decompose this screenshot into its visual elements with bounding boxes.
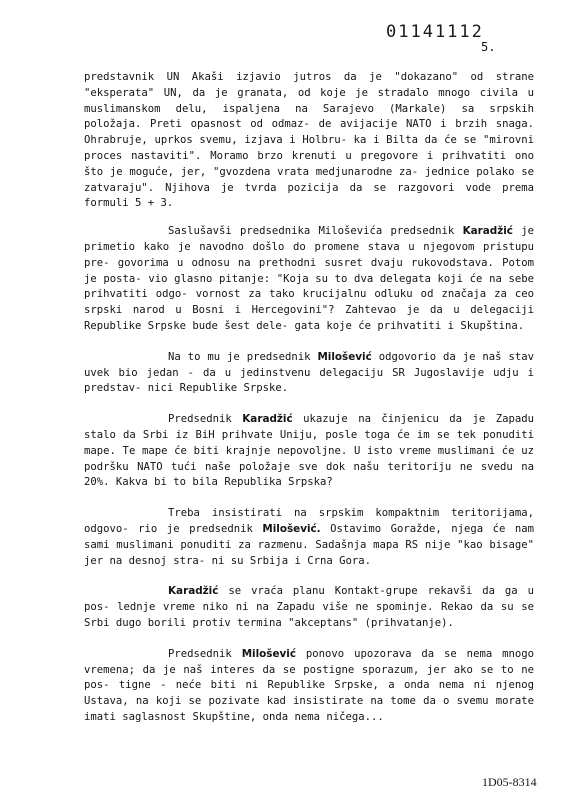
highlighted-name: Karadžić <box>168 585 219 598</box>
text-line <box>148 382 288 394</box>
text-segment: borili protiv termina "akceptans" (prihvatanje). <box>147 616 454 629</box>
text-segment: vio glasno pitanje: "Koja su to dva delegata koji će na sebe prihvatiti odgo- <box>84 272 534 301</box>
paragraph <box>84 70 534 212</box>
text-line <box>168 225 534 237</box>
text-segment: lednje vreme niko ni na Zapadu više ne spominje. Rekao da su se Srbi dugo <box>84 601 534 629</box>
text-segment: da Srbi iz BiH prihvate Uniju, posle toga će im se tek ponuditi mape. Te <box>84 428 534 457</box>
text-segment: UN, da je granata, od koje je stradalo mnogo civila u muslimanskom delu, <box>84 86 534 115</box>
text-line <box>192 711 383 723</box>
text-segment: vremena; da je naš interes da se postigne sporazum, jer ako se to ne pos- <box>84 663 534 692</box>
highlighted-name: Milošević <box>317 350 372 363</box>
text-segment: Republika Srpska? <box>224 476 333 489</box>
text-segment: ispaljena na Sarajevo (Markale) sa srpskih položaja. Preti opasnost od odmaz- <box>84 102 534 131</box>
text-segment: Na to mu je predsednik <box>168 350 318 363</box>
text-segment: odgovorio da je naš stav <box>371 350 534 363</box>
text-segment: Predsednik <box>168 413 243 426</box>
page-number: 5. <box>481 40 496 54</box>
text-line <box>148 617 454 629</box>
text-segment: Saslušavši predsednika Miloševića predsednik <box>168 225 463 238</box>
text-segment: ni su Srbija i Crna Gora. <box>211 554 372 567</box>
text-line <box>295 320 525 332</box>
text-segment: rio je predsednik <box>138 522 263 535</box>
highlighted-name: Karadžić <box>242 413 293 426</box>
text-segment: primetio kako je navodno došlo do promene stava u njegovom pristupu pre- <box>84 240 534 269</box>
highlighted-name: Milošević <box>241 647 297 660</box>
paragraph <box>84 647 534 726</box>
text-segment: prema formuli 5 + 3. <box>84 181 534 210</box>
text-segment: Treba insistirati na srpskim kompaktnim teritorijama, odgovo- <box>84 507 534 535</box>
text-segment: ponuditi za razmenu. Sadašnja mapa RS nije "kao bisage" jer na desnoj stra- <box>84 538 534 567</box>
text-segment: Skupštine, onda nema ničega... <box>192 710 384 723</box>
paragraph <box>84 412 534 491</box>
text-segment: se vraća planu Kontakt-grupe rekavši da ga u pos- <box>84 585 534 614</box>
text-segment: predstavnik UN Akaši izjavio jutros da je "dokazano" od strane "eksperata" <box>84 71 534 99</box>
highlighted-name: Milošević. <box>262 522 321 535</box>
text-line <box>212 555 371 567</box>
paragraph <box>84 224 534 335</box>
text-segment: de avijacije NATO i brzih snaga. Ohrabruje, uprkos svemu, izjava i Holbru- <box>84 118 534 147</box>
text-segment: koji se pozivate kad insistirate na tome da o svemu morate imati saglasnost <box>84 695 534 723</box>
text-segment: nici Republike Srpske. <box>147 382 289 395</box>
paragraph <box>84 506 534 569</box>
text-segment: gata koje će prihvatiti i Skupština. <box>294 319 525 332</box>
text-segment: govorima u odnosu na prethodni susret dvaju rukovodstava. Potom je posta- <box>84 256 534 285</box>
document-body <box>84 70 534 741</box>
text-line <box>168 351 534 363</box>
text-segment: tući naše položaje sve dok našu teritoriju ne svedu na 20%. Kakva bi to bila <box>84 460 534 489</box>
text-segment: mape će biti krajnje nepovoljne. U isto vreme muslimani će uz podršku NATO <box>84 444 534 473</box>
text-segment: tigne - neće biti ni Republike Srpske, a onda nema ni njenog Ustava, na <box>84 679 534 708</box>
text-segment: jednice polako se zatvaraju". Njihova je tvrda pozicija da se razgovori vode <box>84 165 534 194</box>
text-segment: ka i Bilta da će se "mirovni proces nastaviti". Moramo brzo krenuti u pregovore i prihvatiti ono što je moguće, jer, "gvozdena vrata medjunarodne za- <box>84 134 534 178</box>
paragraph <box>84 350 534 397</box>
text-line <box>168 648 534 660</box>
text-segment: ponovo upozorava da se nema mnogo <box>296 647 534 660</box>
highlighted-name: Karadžić <box>462 225 513 238</box>
text-segment: je <box>512 225 534 238</box>
text-line <box>224 476 332 488</box>
text-segment: vornost za tako krucijalnu odluku od značaja za ceo srpski narod u Bosni i <box>84 288 534 317</box>
text-segment: Predsednik <box>168 647 242 660</box>
text-segment: Ostavimo Goražde, njega će nam sami muslimani <box>84 522 534 551</box>
document-number: 01141112 <box>386 22 484 42</box>
text-segment: uvek bio jedan - da u jedinstvenu delegaciju SR Jugoslavije udju i predstav- <box>84 366 534 395</box>
text-segment: Hercegovini"? Zahtevao je da u delegaciji Republike Srpske bude šest dele- <box>84 304 534 332</box>
text-segment: ukazuje na činjenicu da je Zapadu stalo <box>84 413 534 441</box>
archive-code: 1D05-8314 <box>482 775 537 789</box>
paragraph <box>84 584 534 631</box>
